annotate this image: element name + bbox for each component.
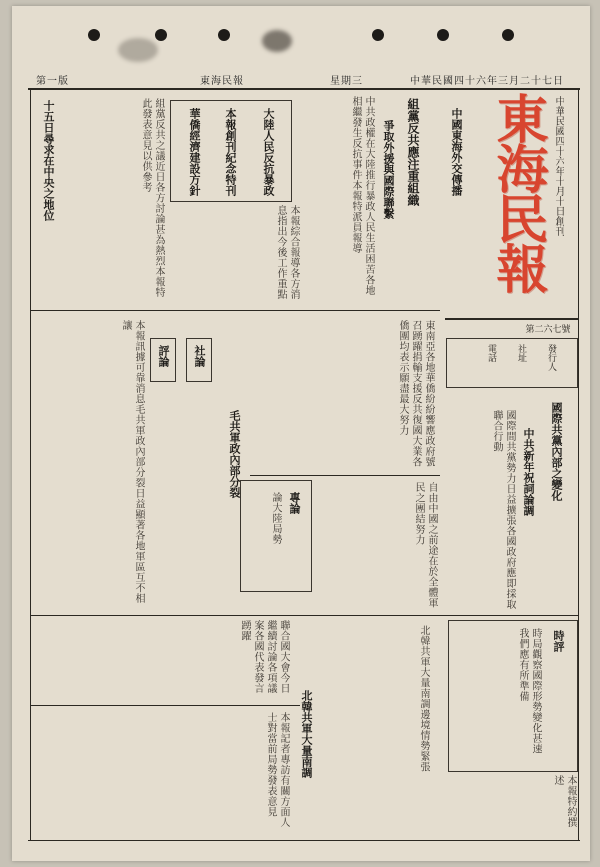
issue-address: 社址 [516,344,526,362]
binder-hole [218,29,230,41]
headline-5: 本報創刊紀念特刊 [224,108,237,196]
headline-1: 組黨反共應注重組織 [406,98,420,206]
bottom-rule [28,840,580,841]
article-box-c: 論大陸局勢 [270,492,281,545]
headline-9: 中共新年祝詞論調 [522,428,535,516]
issue-publisher: 發行人 [546,344,556,371]
article-middle-left: 本報訊據可靠消息毛共軍政內部分裂日益顯著各地軍區互不相讓 [120,320,144,604]
headline-3: 爭取外援與國際聯繫 [382,120,395,219]
article-top-left: 組黨反共之議近日各方討論甚為熱烈本報特此發表意見以供參考 [140,98,164,298]
article-lower-left: 聯合國大會今日繼續討論各項議案各國代表發言踴躍 [239,620,289,694]
issue-phone: 電話 [486,344,496,362]
article-lower-center: 北韓共軍大量南調邊境情勢緊張 [418,625,429,772]
frame-left [30,90,31,840]
article-lower-right: 本報特約撰述 [552,775,576,828]
header-rule [28,88,580,90]
section-label-c: 專論 [288,492,301,514]
masthead-motto-2: 中國東海外交傳播 [450,108,463,196]
header-edition: 第一版 [36,76,69,87]
lower-rule [30,615,578,616]
article-right: 國際間共黨勢力日益擴張各國政府應即採取聯合行動 [491,410,515,610]
headline-6: 華僑經濟建設方針 [188,108,201,196]
section-rule [30,310,440,311]
frame-right [578,90,579,840]
article-box-d: 時局觀察國際形勢變化甚速我們應有所準備 [517,628,541,754]
headline-4: 大陸人民反抗暴政 [262,108,275,196]
headline-10: 國際共黨內部之變化 [550,402,563,501]
headline-2: 十五日尋求在中央之地位 [42,100,55,221]
section-label-a: 評論 [157,345,170,367]
binder-hole [372,29,384,41]
inner-rule [250,475,440,476]
issue-number: 第二六七號 [525,325,571,335]
issue-rule [445,318,578,320]
headline-7: 毛共軍政內部分裂 [228,410,241,498]
header-strip [30,72,578,86]
masthead-title: 東海民報 [487,92,548,292]
section-label-b: 社論 [193,345,206,367]
section-label-d: 時評 [552,630,565,652]
ink-stain [262,30,292,52]
header-date: 中華民國四十六年三月二十七日 [410,76,564,87]
article-middle-center: 東南亞各地華僑紛紛響應政府號召踴躍捐輸支援反共復國大業各僑團均表示願盡最大努力 [397,320,434,467]
masthead-founded: 中華民國四十六年十月十日創刊 [553,96,564,236]
article-top-center: 中共政權在大陸推行暴政人民生活困苦各地相繼發生反抗事件本報特派員報導 [350,96,374,296]
header-weekday: 星期三 [330,76,363,87]
headline-8: 北韓共軍大量南調 [300,690,313,778]
header-paper-name: 東海民報 [200,76,244,87]
issue-info-box [446,338,578,388]
article-lower-left-2: 本報記者專訪有關方面人士對當前局勢發表意見 [265,712,289,828]
lower-inner-rule [30,705,300,706]
binder-hole [155,29,167,41]
binder-hole [88,29,100,41]
ink-stain [118,38,158,62]
binder-hole [437,29,449,41]
binder-hole [502,29,514,41]
article-middle-right: 自由中國之前途在於全體軍民之團結努力 [413,482,437,608]
article-top-band: 本報綜合報導各方消息指出今後工作重點 [275,205,299,300]
